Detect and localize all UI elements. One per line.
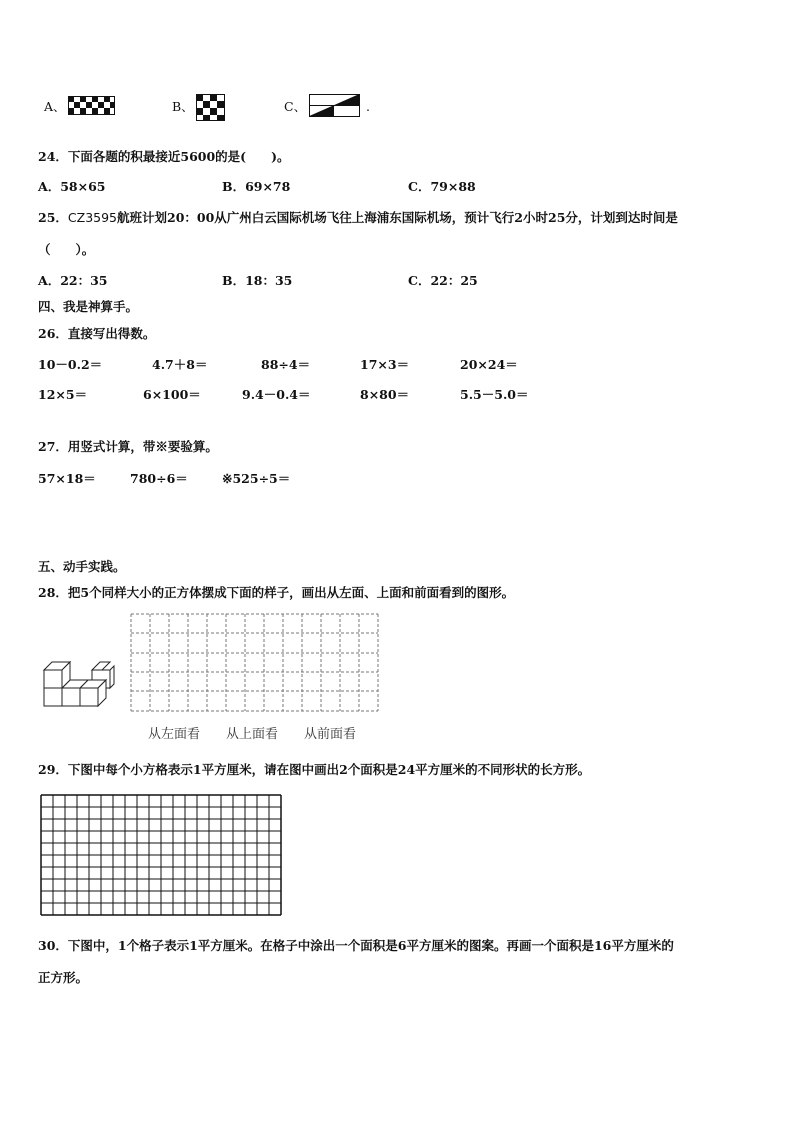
option-b-checker-figure bbox=[196, 94, 226, 122]
q27-item2: 780÷6＝ bbox=[130, 471, 188, 486]
q27-item3: ※525÷5＝ bbox=[222, 471, 291, 486]
square-grid bbox=[40, 794, 286, 918]
q25-option-c: C．22：25 bbox=[408, 273, 478, 288]
q25-option-b: B．18：35 bbox=[222, 273, 293, 288]
q26-row1-item1: 10－0.2＝ bbox=[38, 357, 103, 372]
q30-stem-line2: 正方形。 bbox=[38, 970, 89, 985]
section-4-heading: 四、我是神算手。 bbox=[38, 299, 139, 314]
q29-stem: 29．下图中每个小方格表示1平方厘米，请在图中画出2个面积是24平方厘米的不同形状的长方形。 bbox=[38, 762, 591, 777]
option-c-end-mark: . bbox=[366, 99, 370, 114]
q26-row2-item2: 6×100＝ bbox=[143, 387, 201, 402]
q25-flight-code: CZ3595 bbox=[67, 210, 118, 225]
q25-stem-text: 航班计划20：00从广州白云国际机场飞往上海浦东国际机场，预计飞行2小时25分，计划到达时间是 bbox=[117, 210, 678, 225]
option-a-label: A、 bbox=[44, 99, 66, 114]
q27-item1: 57×18＝ bbox=[38, 471, 96, 486]
caption-front-view: 从前面看 bbox=[304, 727, 357, 742]
q25-blank: （ ）。 bbox=[38, 242, 95, 257]
q26-row1-item5: 20×24＝ bbox=[460, 357, 518, 372]
option-a-checker-figure bbox=[68, 96, 116, 116]
q26-stem: 26．直接写出得数。 bbox=[38, 326, 156, 341]
q24-option-c: C．79×88 bbox=[408, 179, 476, 194]
q26-row1-item2: 4.7＋8＝ bbox=[152, 357, 208, 372]
q26-row2-item3: 9.4－0.4＝ bbox=[242, 387, 311, 402]
q30-stem-line1: 30．下图中，1个格子表示1平方厘米。在格子中涂出一个面积是6平方厘米的图案。再画一个面积是16平方厘米的 bbox=[38, 938, 674, 953]
section-5-heading: 五、动手实践。 bbox=[38, 559, 126, 574]
q26-row2-item1: 12×5＝ bbox=[38, 387, 88, 402]
q26-row1-item4: 17×3＝ bbox=[360, 357, 410, 372]
q24-stem: 24．下面各题的积最接近5600的是( )。 bbox=[38, 149, 290, 164]
q26-row2-item4: 8×80＝ bbox=[360, 387, 410, 402]
option-c-label: C、 bbox=[284, 99, 307, 114]
q26-row2-item5: 5.5－5.0＝ bbox=[460, 387, 529, 402]
q27-stem: 27．用竖式计算，带※要验算。 bbox=[38, 439, 218, 454]
q26-row1-item3: 88÷4＝ bbox=[261, 357, 311, 372]
cube-stack-figure bbox=[40, 658, 116, 714]
q25-stem bbox=[38, 208, 678, 226]
caption-top-view: 从上面看 bbox=[226, 727, 279, 742]
option-b-label: B、 bbox=[172, 99, 194, 114]
q28-stem: 28．把5个同样大小的正方体摆成下面的样子，画出从左面、上面和前面看到的图形。 bbox=[38, 585, 515, 600]
q25-option-a: A．22：35 bbox=[38, 273, 108, 288]
q25-number: 25． bbox=[38, 210, 68, 225]
q24-option-b: B．69×78 bbox=[222, 179, 291, 194]
caption-left-view: 从左面看 bbox=[148, 727, 201, 742]
q24-option-a: A．58×65 bbox=[38, 179, 106, 194]
option-c-diagonal-figure bbox=[309, 94, 361, 118]
dashed-drawing-grid bbox=[130, 613, 380, 713]
